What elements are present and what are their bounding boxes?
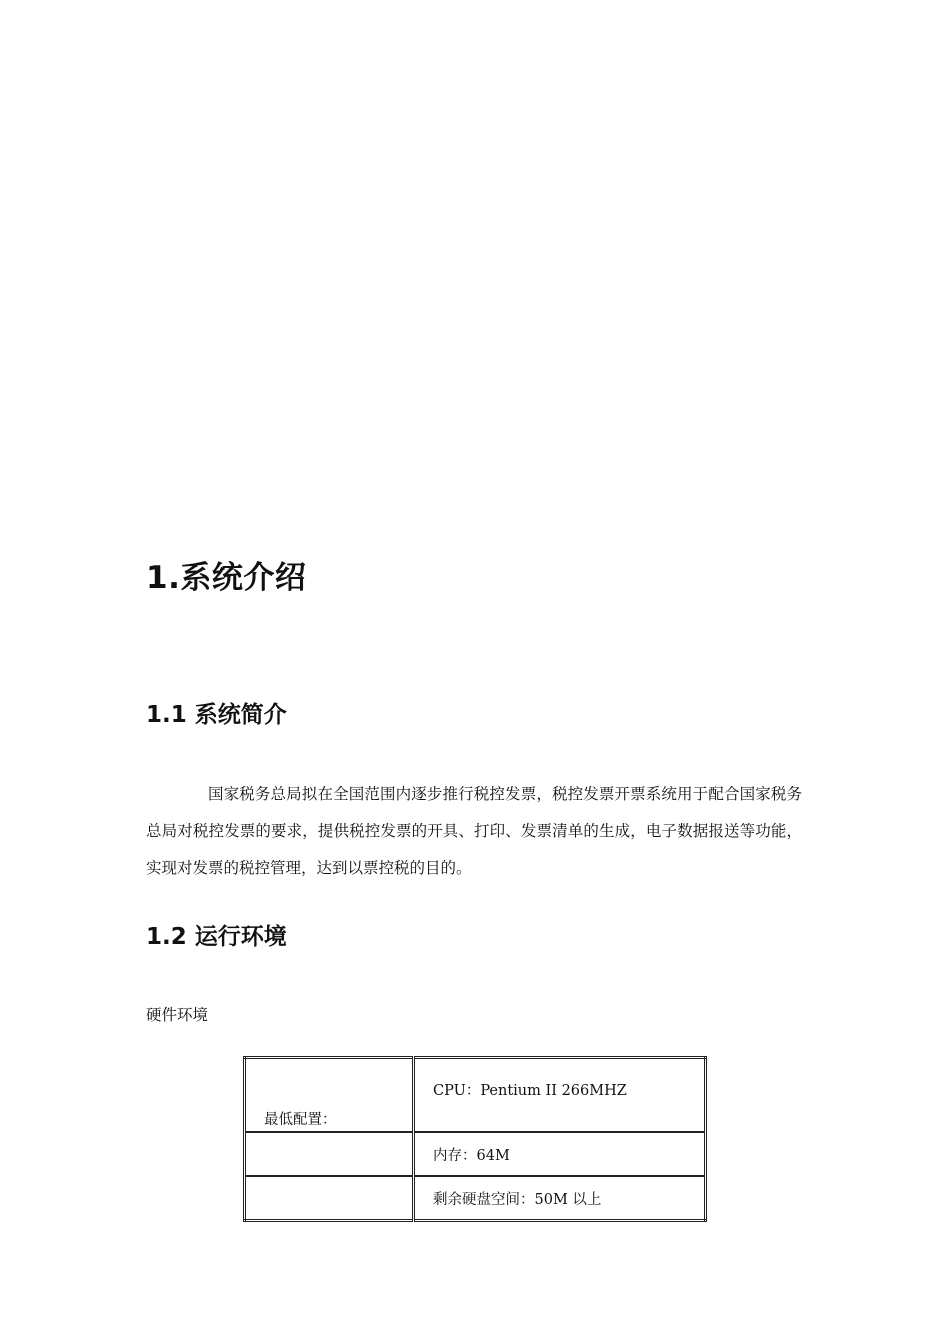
section-heading: 1.系统介绍	[146, 560, 307, 596]
table-cell-key	[245, 1132, 414, 1176]
table-row	[245, 1058, 706, 1133]
table-row	[245, 1132, 706, 1176]
table-cell-value: CPU：Pentium II 266MHZ	[414, 1058, 706, 1133]
table-cell-value: 剩余硬盘空间：50M 以上	[414, 1176, 706, 1221]
subsection-heading-intro: 1.1 系统简介	[146, 702, 287, 728]
table-cell-value: 内存：64M	[414, 1132, 706, 1176]
table-cell-key: 最低配置：	[245, 1058, 414, 1133]
table-cell-key	[245, 1176, 414, 1221]
hardware-label: 硬件环境	[146, 1006, 209, 1024]
table-row	[245, 1176, 706, 1221]
subsection-heading-environment: 1.2 运行环境	[146, 924, 287, 950]
hardware-table	[243, 1056, 707, 1222]
intro-paragraph: 国家税务总局拟在全国范围内逐步推行税控发票，税控发票开票系统用于配合国家税务总局对税控发票的要求，提供税控发票的开具、打印、发票清单的生成，电子数据报送等功能，实现对发票的税控管理，达到以票控税的目的。	[146, 785, 802, 877]
